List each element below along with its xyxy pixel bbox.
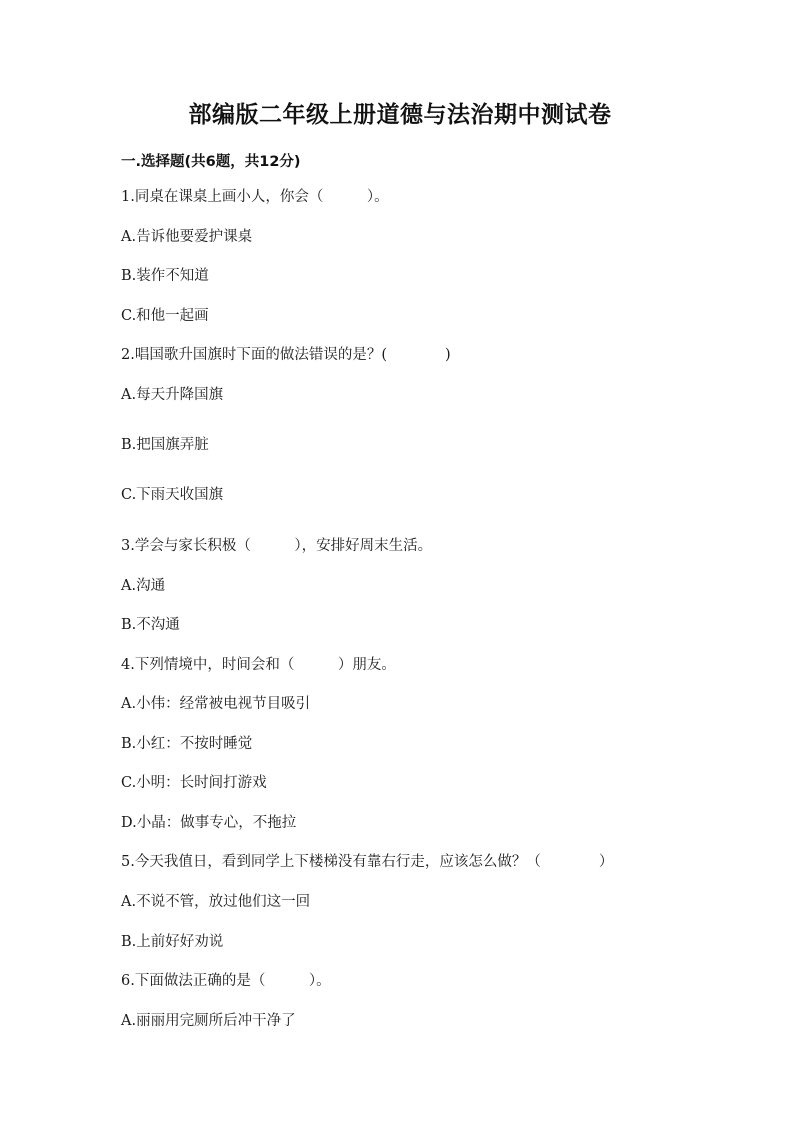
question-stem-1: 1.同桌在课桌上画小人，你会（ ）。 <box>121 189 389 205</box>
question-1-option-a: A.告诉他要爱护课桌 <box>121 229 253 245</box>
question-4-option-c: C.小明：长时间打游戏 <box>121 775 267 791</box>
question-2-option-c: C.下雨天收国旗 <box>121 487 224 503</box>
question-2-option-b: B.把国旗弄脏 <box>121 437 209 453</box>
question-3-option-b: B.不沟通 <box>121 617 180 633</box>
question-stem-5: 5.今天我值日，看到同学上下楼梯没有靠右行走，应该怎么做？（ ） <box>121 854 614 870</box>
question-6-option-a: A.丽丽用完厕所后冲干净了 <box>121 1013 296 1029</box>
question-5-option-a: A.不说不管，放过他们这一回 <box>121 894 311 910</box>
question-4-option-a: A.小伟：经常被电视节目吸引 <box>121 696 311 712</box>
question-stem-4: 4.下列情境中，时间会和（ ）朋友。 <box>121 657 396 673</box>
question-5-option-b: B.上前好好劝说 <box>121 934 224 950</box>
question-3-option-a: A.沟通 <box>121 578 166 594</box>
question-2-option-a: A.每天升降国旗 <box>121 387 224 403</box>
question-stem-3: 3.学会与家长积极（ ），安排好周末生活。 <box>121 538 433 554</box>
question-stem-2: 2.唱国歌升国旗时下面的做法错误的是？( ) <box>121 347 451 363</box>
question-1-option-b: B.装作不知道 <box>121 268 209 284</box>
page-title: 部编版二年级上册道德与法治期中测试卷 <box>188 102 612 128</box>
question-4-option-b: B.小红：不按时睡觉 <box>121 736 253 752</box>
question-1-option-c: C.和他一起画 <box>121 308 209 324</box>
section-heading: 一.选择题(共6题，共12分) <box>121 154 301 170</box>
question-4-option-d: D.小晶：做事专心，不拖拉 <box>121 815 297 831</box>
question-stem-6: 6.下面做法正确的是（ ）。 <box>121 973 331 989</box>
